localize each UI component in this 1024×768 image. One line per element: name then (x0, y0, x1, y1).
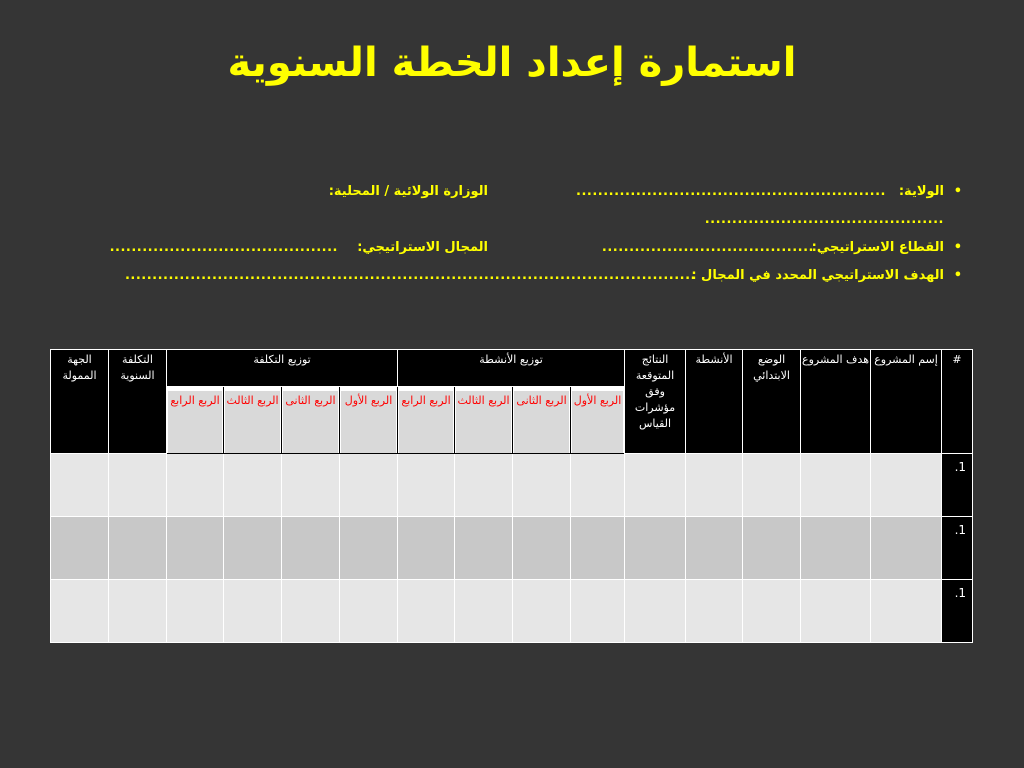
table-cell[interactable] (167, 517, 224, 580)
table-cell[interactable] (282, 517, 340, 580)
table-cell[interactable] (167, 454, 224, 517)
row-number: 1. (942, 454, 973, 517)
header-num: # (942, 350, 973, 454)
table-cell[interactable] (224, 580, 282, 643)
table-row (51, 454, 973, 517)
goal-label: الهدف الاستراتيجي المحدد في المجال : (691, 268, 944, 283)
table-cell[interactable] (282, 454, 340, 517)
ministry-field[interactable]: ............................................ (704, 212, 944, 227)
table-cell[interactable] (167, 580, 224, 643)
table-cell[interactable] (625, 517, 686, 580)
cost-q1-header: الربع الأول (340, 387, 398, 454)
activities-q3-header: الربع الثالث (455, 387, 513, 454)
table-cell[interactable] (743, 454, 801, 517)
table-cell[interactable] (398, 517, 455, 580)
table-row (51, 580, 973, 643)
table-cell[interactable] (455, 454, 513, 517)
info-line-goal (82, 268, 962, 296)
table-cell[interactable] (625, 580, 686, 643)
info-line-wilaya (82, 184, 962, 240)
header-cost-distribution: توزيع التكلفة (167, 350, 398, 387)
table-cell[interactable] (686, 580, 743, 643)
table-cell[interactable] (801, 454, 871, 517)
table-cell[interactable] (455, 580, 513, 643)
table-cell[interactable] (51, 454, 109, 517)
table-cell[interactable] (743, 580, 801, 643)
header-annual-cost: التكلفة السنوية (109, 350, 167, 454)
form-info (82, 184, 962, 296)
goal-field[interactable]: ......................................................................................................... (124, 268, 696, 283)
wilaya-field[interactable]: ......................................................... (576, 184, 886, 199)
header-results: النتائج المتوقعة وفق مؤشرات القياس (625, 350, 686, 454)
header-baseline: الوضع الابتدائي (743, 350, 801, 454)
row-number: 1. (942, 580, 973, 643)
table-cell[interactable] (340, 580, 398, 643)
header-project-name: إسم المشروع (871, 350, 942, 454)
table-cell[interactable] (513, 580, 571, 643)
table-cell[interactable] (340, 454, 398, 517)
table-cell[interactable] (109, 517, 167, 580)
table-cell[interactable] (455, 517, 513, 580)
table-cell[interactable] (571, 517, 625, 580)
table-cell[interactable] (513, 517, 571, 580)
annual-plan-table (50, 349, 973, 643)
activities-q2-header: الربع الثانى (513, 387, 571, 454)
domain-field[interactable]: .......................................... (109, 240, 338, 255)
table-cell[interactable] (743, 517, 801, 580)
ministry-label: الوزارة الولائية / المحلية: (328, 184, 488, 199)
row-number: 1. (942, 517, 973, 580)
table-cell[interactable] (224, 517, 282, 580)
bullet: • (953, 240, 962, 255)
table-cell[interactable] (224, 454, 282, 517)
wilaya-label: الولاية: (898, 184, 944, 199)
page-title: استمارة إعداد الخطة السنوية (227, 40, 797, 86)
table-cell[interactable] (871, 580, 942, 643)
table-row (51, 517, 973, 580)
table-cell[interactable] (625, 454, 686, 517)
table-cell[interactable] (571, 454, 625, 517)
sector-field[interactable]: ....................................... (601, 240, 814, 255)
table-cell[interactable] (282, 580, 340, 643)
table-cell[interactable] (51, 580, 109, 643)
header-activities-distribution: توزيع الأنشطة (398, 350, 625, 387)
table-cell[interactable] (513, 454, 571, 517)
table-cell[interactable] (801, 517, 871, 580)
table-cell[interactable] (340, 517, 398, 580)
table-cell[interactable] (398, 580, 455, 643)
bullet: • (953, 184, 962, 199)
sector-label: القطاع الاستراتيجي: (811, 240, 944, 255)
cost-q3-header: الربع الثالث (224, 387, 282, 454)
domain-label: المجال الاستراتيجي: (357, 240, 488, 255)
header-project-goal: هدف المشروع (801, 350, 871, 454)
table-cell[interactable] (686, 454, 743, 517)
table-cell[interactable] (109, 454, 167, 517)
table-cell[interactable] (51, 517, 109, 580)
activities-q1-header: الربع الأول (571, 387, 625, 454)
table-cell[interactable] (398, 454, 455, 517)
table-cell[interactable] (871, 517, 942, 580)
table-cell[interactable] (571, 580, 625, 643)
table-cell[interactable] (871, 454, 942, 517)
table-cell[interactable] (686, 517, 743, 580)
header-funder: الجهة الممولة (51, 350, 109, 454)
header-activities: الأنشطة (686, 350, 743, 454)
info-line-sector (82, 240, 962, 268)
table-cell[interactable] (801, 580, 871, 643)
cost-q4-header: الربع الرابع (167, 387, 224, 454)
cost-q2-header: الربع الثانى (282, 387, 340, 454)
table-cell[interactable] (109, 580, 167, 643)
activities-q4-header: الربع الرابع (398, 387, 455, 454)
bullet: • (953, 268, 962, 283)
